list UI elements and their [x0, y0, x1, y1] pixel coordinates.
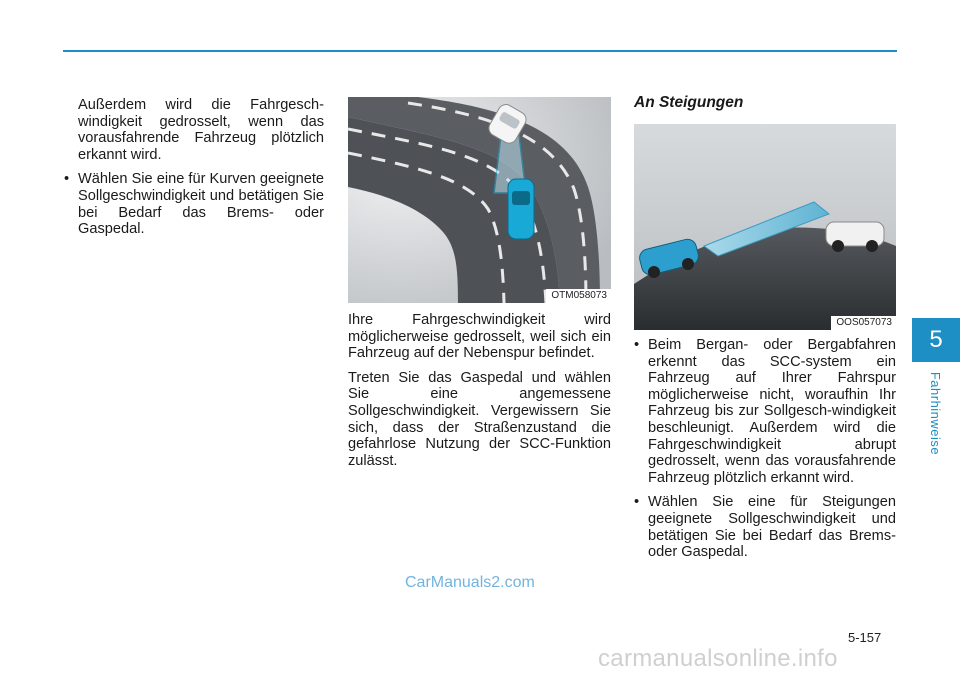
- figure-code: OTM058073: [546, 289, 611, 303]
- figure-curved-road: [348, 97, 611, 303]
- paragraph: Treten Sie das Gaspedal und wählen Sie eine angemessene Sollgeschwindigkeit. Vergewissern Sie sich, dass der Straßenzustand die gefahrlose Nutzung der SCC-Funktion zulässt.: [348, 369, 611, 469]
- column-3: [634, 337, 896, 569]
- figure-hill: [634, 124, 896, 330]
- page-number: 5-157: [848, 630, 882, 645]
- chapter-label-text: Fahrhinweise: [928, 371, 944, 455]
- continuation-paragraph: Außerdem wird die Fahrgesch-windigkeit gedrosselt, wenn das vorausfahrende Fahrzeug plötzlich erkannt wird.: [78, 97, 324, 163]
- paragraph: Ihre Fahrgeschwindigkeit wird möglicherweise gedrosselt, weil sich ein Fahrzeug auf der Nebenspur befindet.: [348, 312, 611, 362]
- list-item: • Wählen Sie eine für Steigungen geeignete Sollgeschwindigkeit und betätigen Sie bei Bedarf das Brems- oder Gaspedal.: [634, 494, 896, 560]
- figure-code: OOS057073: [831, 316, 896, 330]
- curved-road-illustration: [348, 97, 611, 303]
- watermark-logo[interactable]: CarManuals2.com: [405, 574, 535, 591]
- column-2: [348, 312, 611, 477]
- list-item: • Wählen Sie eine für Kurven geeignete Sollgeschwindigkeit und betätigen Sie bei Bedarf das Brems- oder Gaspedal.: [64, 171, 324, 237]
- chapter-tab: 5: [912, 318, 960, 362]
- hill-illustration: [634, 124, 896, 330]
- bullet-list-curves: [64, 171, 324, 237]
- header-rule: [63, 50, 897, 52]
- chapter-label: [912, 368, 960, 458]
- column-1: [78, 97, 324, 246]
- list-item: • Beim Bergan- oder Bergabfahren erkennt das SCC-system ein Fahrzeug auf Ihrer Fahrspur möglicherweise nicht, woraufhin Ihr Fahrzeug bis zur Sollgesch-windigkeit beschleunigt. Außerdem wird die Fahrgeschwindigkeit abrupt gedrosselt, wenn das vorausfahrende Fahrzeug plötzlich erkannt wird.: [634, 337, 896, 486]
- watermark-site: carmanualsonline.info: [598, 645, 838, 672]
- bullet-list-slopes: [634, 337, 896, 561]
- section-heading: An Steigungen: [634, 94, 744, 111]
